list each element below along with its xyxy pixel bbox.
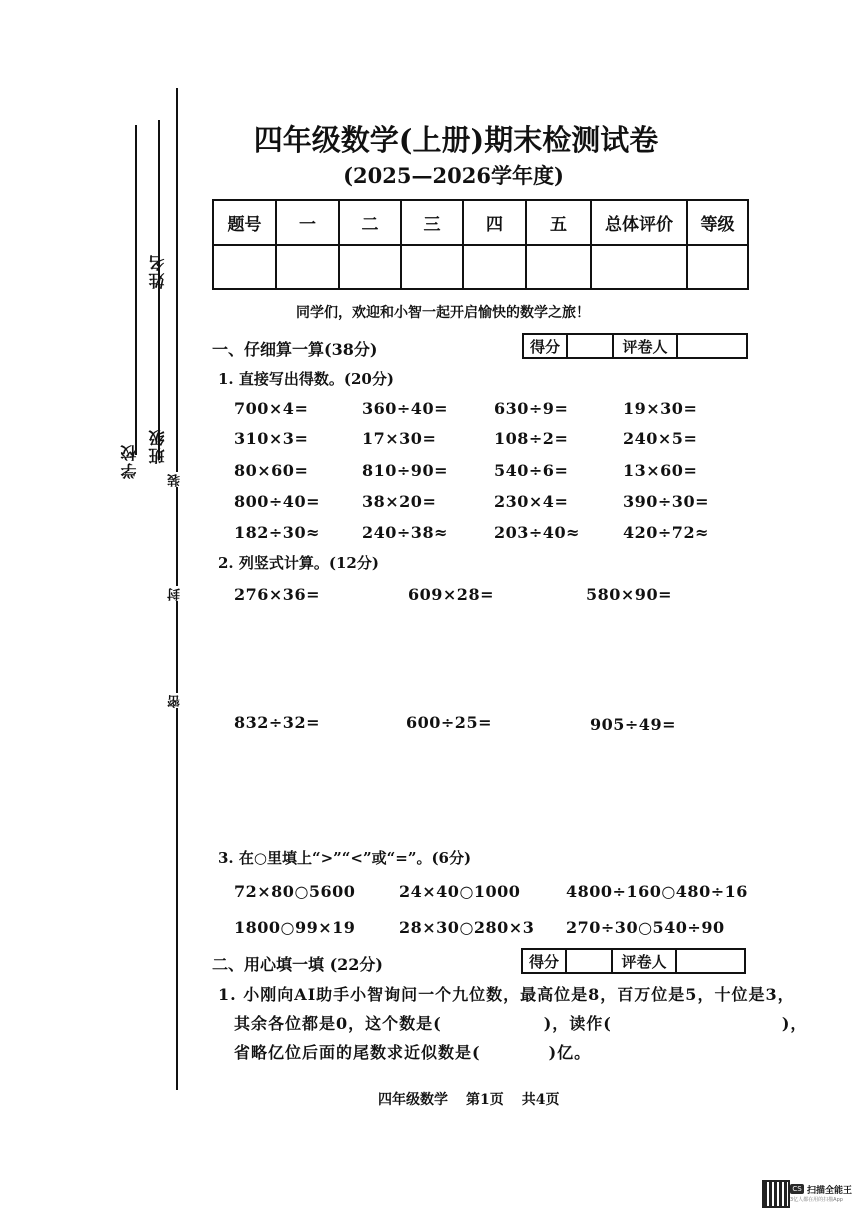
section1-grader-box <box>522 333 748 359</box>
q1-item: 38×20= <box>362 492 437 511</box>
score-cell[interactable] <box>463 245 526 289</box>
section1-title: 一、仔细算一算(38分) <box>212 340 378 359</box>
q2-title: 2. 列竖式计算。(12分) <box>218 554 379 572</box>
q1-item: 17×30= <box>362 429 437 448</box>
grader-label: 评卷人 <box>614 335 678 357</box>
exam-title: 四年级数学(上册)期末检测试卷 <box>253 123 659 157</box>
seal-char-feng: 封 <box>168 586 183 601</box>
q2-item: 600÷25= <box>406 713 492 732</box>
score-blank[interactable] <box>568 335 614 357</box>
q1-item: 630÷9= <box>494 399 569 418</box>
score-cell[interactable] <box>526 245 591 289</box>
s2-q1-line2: 其余各位都是0，这个数是( )，读作( )， <box>234 1014 808 1033</box>
score-cell[interactable] <box>276 245 339 289</box>
q3-title: 3. 在○里填上“>”“<”或“=”。(6分) <box>218 849 472 867</box>
scanner-watermark <box>790 1184 852 1206</box>
q2-item: 276×36= <box>234 585 320 604</box>
grader-blank[interactable] <box>677 950 744 972</box>
footer-subject: 四年级数学 <box>378 1092 448 1108</box>
q3-item: 72×80○5600 <box>234 882 356 901</box>
q2-item: 905÷49= <box>590 715 676 734</box>
class-label: 班级 <box>148 428 167 464</box>
q1-item: 240÷38≈ <box>362 523 448 542</box>
score-header-overall: 总体评价 <box>591 200 687 245</box>
score-header-2: 二 <box>339 200 401 245</box>
grader-blank[interactable] <box>678 335 746 357</box>
q1-item: 80×60= <box>234 461 309 480</box>
q1-item: 310×3= <box>234 429 309 448</box>
q1-item: 19×30= <box>623 399 698 418</box>
watermark-tagline: 3亿人都在用的扫描App <box>790 1197 843 1203</box>
score-cell[interactable] <box>401 245 463 289</box>
q1-item: 420÷72≈ <box>623 523 709 542</box>
score-header-grade: 等级 <box>687 200 748 245</box>
score-header-5: 五 <box>526 200 591 245</box>
seal-char-mi: 密 <box>168 693 183 708</box>
q1-item: 800÷40= <box>234 492 320 511</box>
watermark-brand: 扫描全能王 <box>807 1186 853 1196</box>
score-cell[interactable] <box>591 245 687 289</box>
score-label: 得分 <box>523 950 567 972</box>
q1-item: 240×5= <box>623 429 698 448</box>
score-label: 得分 <box>524 335 568 357</box>
grader-label: 评卷人 <box>613 950 677 972</box>
section2-grader-box <box>521 948 746 974</box>
exam-subtitle: (2025—2026学年度) <box>343 163 564 188</box>
score-cell[interactable] <box>687 245 748 289</box>
score-header-3: 三 <box>401 200 463 245</box>
score-blank[interactable] <box>567 950 613 972</box>
section2-title: 二、用心填一填 (22分) <box>212 955 383 974</box>
footer <box>378 1089 560 1109</box>
q2-item: 609×28= <box>408 585 494 604</box>
q1-item: 700×4= <box>234 399 309 418</box>
score-header-4: 四 <box>463 200 526 245</box>
name-label: 姓名 <box>148 253 167 289</box>
s2-q1-line3: 省略亿位后面的尾数求近似数是( )亿。 <box>234 1043 592 1062</box>
q2-item: 580×90= <box>586 585 672 604</box>
q1-item: 390÷30= <box>623 492 709 511</box>
s2-q1-line1: 1. 小刚向AI助手小智询问一个九位数，最高位是8，百万位是5，十位是3， <box>218 985 795 1004</box>
q1-item: 203÷40≈ <box>494 523 580 542</box>
q1-item: 182÷30≈ <box>234 523 320 542</box>
score-table <box>212 199 749 290</box>
q1-item: 540÷6= <box>494 461 569 480</box>
greeting-text: 同学们，欢迎和小智一起开启愉快的数学之旅！ <box>296 305 590 321</box>
seal-char-zhuang: 装 <box>168 472 183 487</box>
score-header-label: 题号 <box>213 200 276 245</box>
qr-code-icon <box>762 1180 790 1208</box>
q1-item: 810÷90= <box>362 461 448 480</box>
q3-item: 24×40○1000 <box>399 882 521 901</box>
q2-item: 832÷32= <box>234 713 320 732</box>
q1-item: 108÷2= <box>494 429 569 448</box>
score-header-1: 一 <box>276 200 339 245</box>
q3-item: 270÷30○540÷90 <box>566 918 725 937</box>
q1-item: 13×60= <box>623 461 698 480</box>
q3-item: 28×30○280×3 <box>399 918 535 937</box>
q1-item: 230×4= <box>494 492 569 511</box>
q1-item: 360÷40= <box>362 399 448 418</box>
school-label: 学校 <box>120 443 139 479</box>
score-cell[interactable] <box>339 245 401 289</box>
score-cell[interactable] <box>213 245 276 289</box>
q3-item: 1800○99×19 <box>234 918 356 937</box>
scanner-logo-icon: CS <box>790 1184 804 1194</box>
footer-page: 第1页 <box>466 1092 504 1108</box>
q3-item: 4800÷160○480÷16 <box>566 882 748 901</box>
footer-total: 共4页 <box>521 1092 560 1108</box>
q1-title: 1. 直接写出得数。(20分) <box>218 370 394 388</box>
